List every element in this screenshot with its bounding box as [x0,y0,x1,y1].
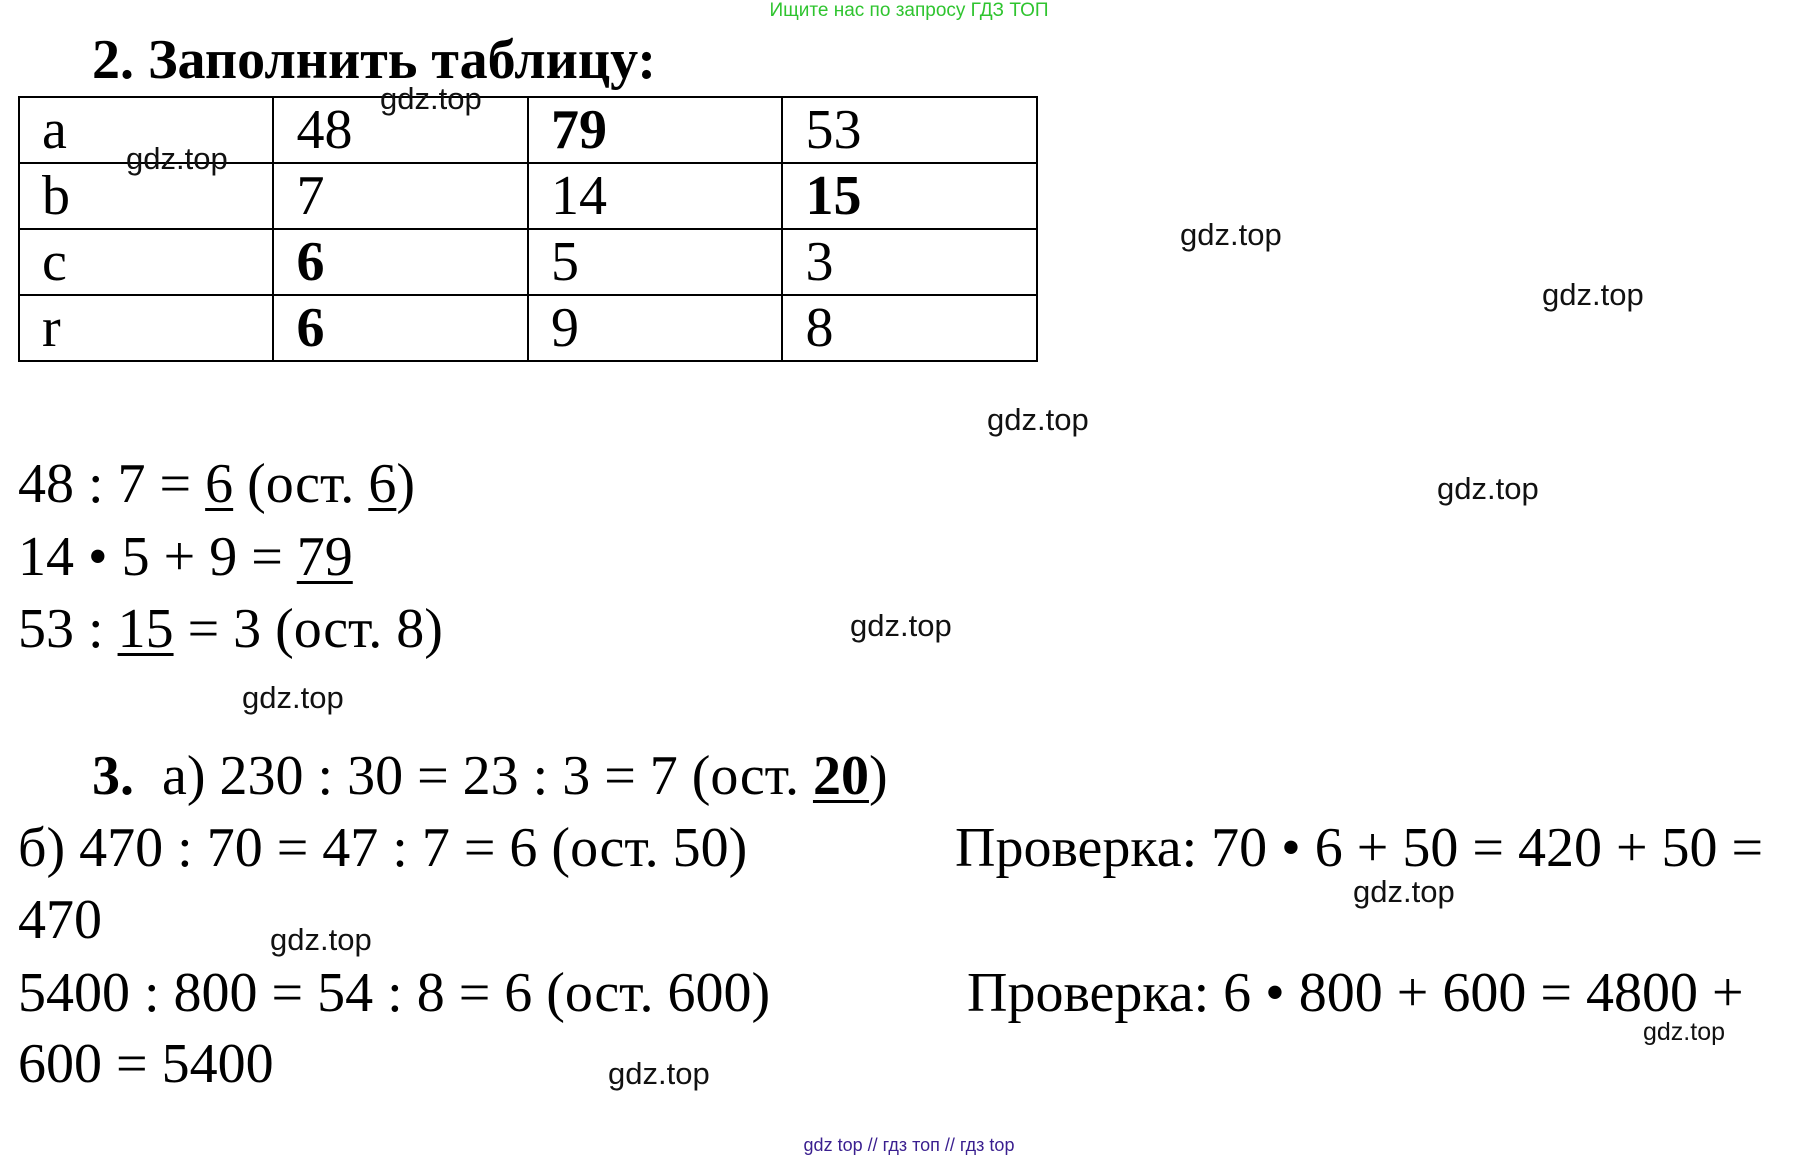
values-table [18,96,1038,362]
watermark: gdz.top [380,81,482,116]
task3-line-c: 5400 : 800 = 54 : 8 = 6 (ост. 600) [18,962,771,1024]
row-label: r [19,295,273,361]
divisor: 15 [117,598,174,660]
task3-number: 3. [92,745,134,807]
check-b-continued: 470 [18,889,102,951]
row-label: c [19,229,273,295]
calc-line-3: 53 : 15 = 3 (ост. 8) [18,598,443,660]
quotient: 6 [205,453,234,515]
table-cell: 79 [528,97,783,163]
table-cell: 53 [782,97,1037,163]
table-cell: 15 [782,163,1037,229]
check-c-continued: 600 = 5400 [18,1033,274,1095]
search-banner: Ищите нас по запросу ГДЗ ТОП [769,0,1049,21]
watermark: gdz.top [850,608,952,643]
calc-line-1: 48 : 7 = 6 (ост. 6) [18,453,415,515]
table-cell: 6 [273,295,528,361]
watermark: gdz.top [1353,874,1455,909]
task3-line-b: б) 470 : 70 = 47 : 7 = 6 (ост. 50) [18,817,748,879]
check-c: Проверка: 6 • 800 + 600 = 4800 + [967,962,1744,1024]
watermark: gdz.top [1643,1018,1726,1046]
watermark: gdz.top [987,402,1089,437]
remainder: 6 [368,453,397,515]
remainder: 20 [812,745,869,807]
watermark: gdz.top [608,1056,710,1091]
table-cell: 3 [782,229,1037,295]
watermark: gdz.top [126,141,228,176]
table-cell: 9 [528,295,783,361]
table-cell: 48 [273,97,528,163]
task2-title: 2. Заполнить таблицу: [92,29,657,91]
watermark: gdz.top [270,922,372,957]
watermark: gdz.top [242,680,344,715]
table-cell: 5 [528,229,783,295]
task3-line-a: 3. а) 230 : 30 = 23 : 3 = 7 (ост. 20) [92,745,888,807]
table-cell: 14 [528,163,783,229]
footer-links: gdz top // гдз топ // гдз top [803,1135,1015,1155]
table-cell: 8 [782,295,1037,361]
watermark: gdz.top [1180,217,1282,252]
table-row [19,229,1037,295]
row-label: b [19,163,273,229]
check-b: Проверка: 70 • 6 + 50 = 420 + 50 = [955,817,1764,879]
watermark: gdz.top [1542,277,1644,312]
watermark: gdz.top [1437,471,1539,506]
calc-line-2: 14 • 5 + 9 = 79 [18,526,353,588]
result: 79 [296,526,353,588]
row-label: a [19,97,273,163]
table-cell: 7 [273,163,528,229]
table-cell: 6 [273,229,528,295]
table-row [19,295,1037,361]
